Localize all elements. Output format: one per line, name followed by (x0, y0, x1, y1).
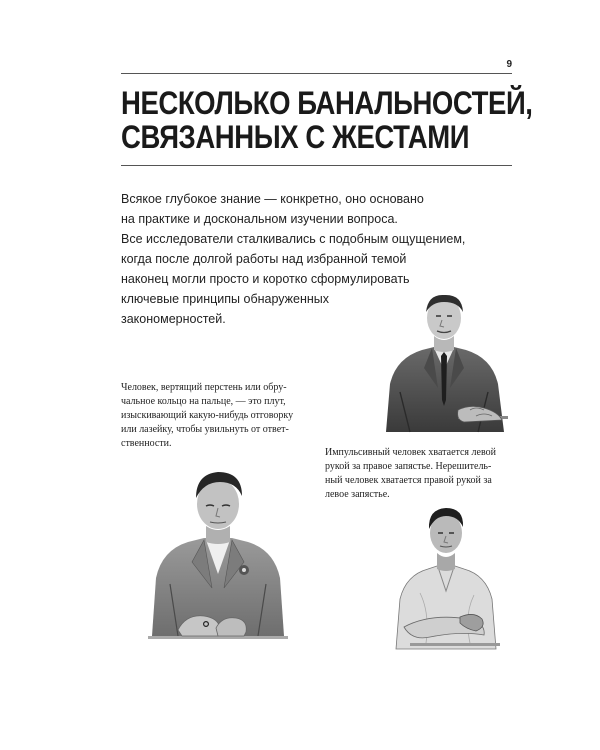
caption-line: или лазейку, чтобы увильнуть от ответ- (121, 424, 289, 435)
illustration-man-with-ring (148, 466, 288, 652)
caption-line: Импульсивный человек хватается левой (325, 447, 496, 458)
heading-rule (121, 165, 512, 166)
intro-line: когда после долгой работы над избранной темой (121, 252, 407, 266)
intro-line: закономерностей. (121, 312, 226, 326)
heading-line: СВЯЗАННЫХ С ЖЕСТАМИ (121, 119, 470, 155)
illustration-man-holding-wrist (390, 503, 500, 651)
caption-line: ный человек хватается правой рукой за (325, 475, 492, 486)
intro-line: на практике и доскональном изучении вопроса. (121, 212, 398, 226)
heading-line: НЕСКОЛЬКО БАНАЛЬНОСТЕЙ, (121, 85, 533, 121)
page-number: 9 (506, 59, 512, 70)
intro-line: наконец могли просто и коротко сформулировать (121, 272, 410, 286)
intro-line: Всякое глубокое знание — конкретно, оно основано (121, 192, 424, 206)
illustration-suited-man (380, 292, 508, 436)
caption-line: рукой за правое запястье. Нерешитель- (325, 461, 492, 472)
intro-line: ключевые принципы обнаруженных (121, 292, 330, 306)
caption-line: ственности. (121, 438, 172, 449)
chapter-heading (121, 85, 533, 155)
caption-line: изыскивающий какую-нибудь отговорку (121, 410, 294, 421)
caption-line: Человек, вертящий перстень или обру- (121, 382, 287, 393)
header-rule (121, 73, 512, 74)
caption-wrist-gesture (325, 446, 513, 502)
caption-line: чальное кольцо на пальце, — это плут, (121, 396, 286, 407)
caption-ring-gesture (121, 381, 309, 451)
caption-line: левое запястье. (325, 489, 390, 500)
intro-line: Все исследователи сталкивались с подобным ощущением, (121, 232, 466, 246)
